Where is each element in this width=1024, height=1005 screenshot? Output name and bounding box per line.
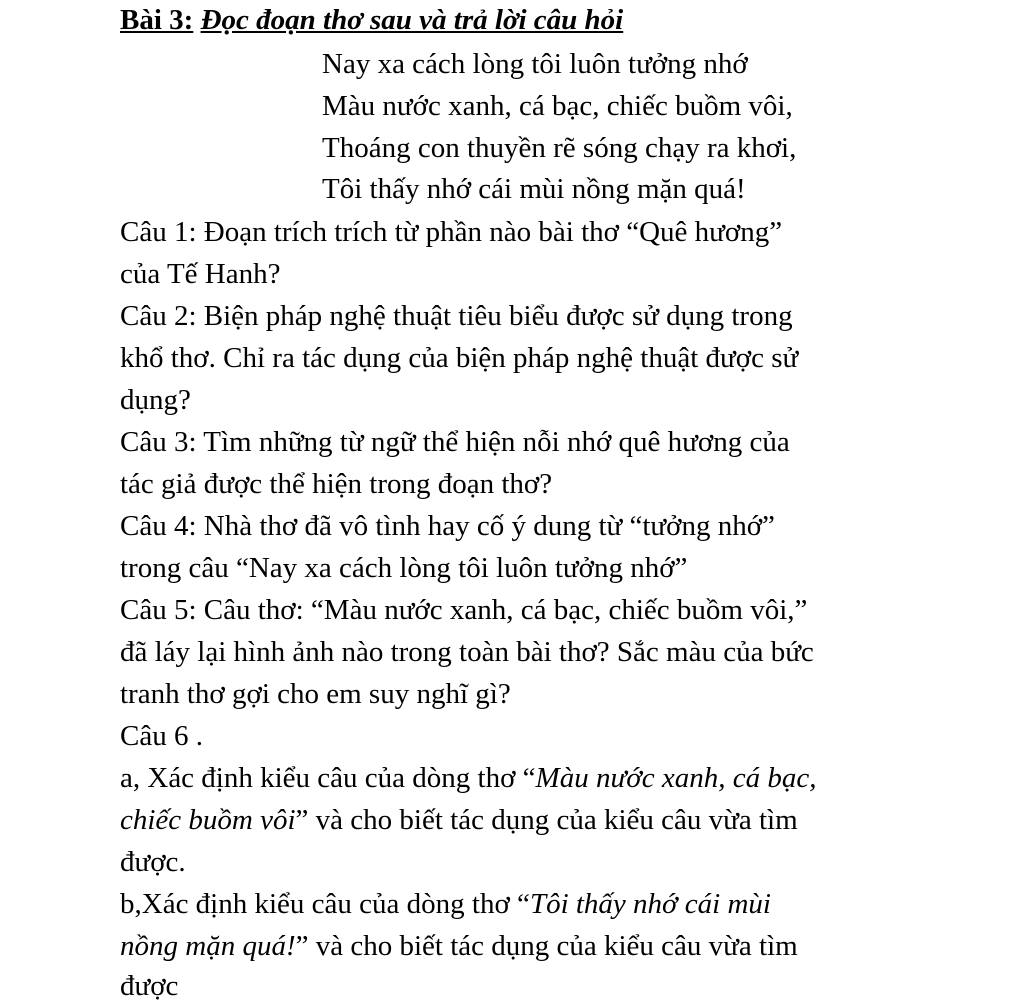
- question-6b-quote-cont: nồng mặn quá!: [120, 930, 296, 962]
- question-1-line-1: Câu 1: Đoạn trích trích từ phần nào bài thơ “Quê hương”: [120, 216, 783, 248]
- poem-line-2: Màu nước xanh, cá bạc, chiếc buồm vôi,: [322, 90, 793, 122]
- exercise-heading: [120, 2, 623, 38]
- question-5-line-3: tranh thơ gợi cho em suy nghĩ gì?: [120, 678, 511, 710]
- question-6a-quote-cont: chiếc buồm vôi: [120, 804, 296, 836]
- question-3-line-2: tác giả được thể hiện trong đoạn thơ?: [120, 468, 553, 500]
- question-6a-quote: Màu nước xanh, cá bạc,: [535, 762, 817, 794]
- question-5-line-1: Câu 5: Câu thơ: “Màu nước xanh, cá bạc, chiếc buồm vôi,”: [120, 594, 808, 626]
- question-6-label: Câu 6 .: [120, 720, 203, 752]
- question-6a-text-cont: ” và cho biết tác dụng của kiểu câu vừa tìm: [295, 804, 798, 836]
- question-2-line-2: khổ thơ. Chỉ ra tác dụng của biện pháp nghệ thuật được sử: [120, 342, 799, 374]
- question-6a-line-1: [120, 760, 816, 796]
- question-6a-line-3: được.: [120, 846, 186, 878]
- question-6b-line-3: được: [120, 970, 179, 1002]
- question-5-line-2: đã láy lại hình ảnh nào trong toàn bài thơ? Sắc màu của bức: [120, 636, 814, 668]
- exercise-title: Đọc đoạn thơ sau và trả lời câu hỏi: [200, 4, 624, 36]
- question-3-line-1: Câu 3: Tìm những từ ngữ thể hiện nỗi nhớ quê hương của: [120, 426, 790, 458]
- question-2-line-3: dụng?: [120, 384, 191, 416]
- poem-line-1: Nay xa cách lòng tôi luôn tưởng nhớ: [322, 48, 748, 80]
- question-6b-quote: Tôi thấy nhớ cái mùi: [529, 888, 771, 920]
- question-1-line-2: của Tế Hanh?: [120, 258, 281, 290]
- question-4-line-2: trong câu “Nay xa cách lòng tôi luôn tưởng nhớ”: [120, 552, 688, 584]
- question-6a-text: a, Xác định kiểu câu của dòng thơ “: [120, 762, 536, 794]
- question-6b-line-1: [120, 886, 771, 922]
- poem-line-4: Tôi thấy nhớ cái mùi nồng mặn quá!: [322, 173, 746, 205]
- question-2-line-1: Câu 2: Biện pháp nghệ thuật tiêu biểu được sử dụng trong: [120, 300, 793, 332]
- question-6b-text: b,Xác định kiểu câu của dòng thơ “: [120, 888, 530, 920]
- question-6b-line-2: [120, 928, 798, 964]
- exercise-label: Bài 3:: [120, 4, 194, 36]
- question-6b-text-cont: ” và cho biết tác dụng của kiểu câu vừa tìm: [295, 930, 798, 962]
- question-4-line-1: Câu 4: Nhà thơ đã vô tình hay cố ý dung từ “tưởng nhớ”: [120, 510, 775, 542]
- poem-line-3: Thoáng con thuyền rẽ sóng chạy ra khơi,: [322, 132, 797, 164]
- question-6a-line-2: [120, 802, 798, 838]
